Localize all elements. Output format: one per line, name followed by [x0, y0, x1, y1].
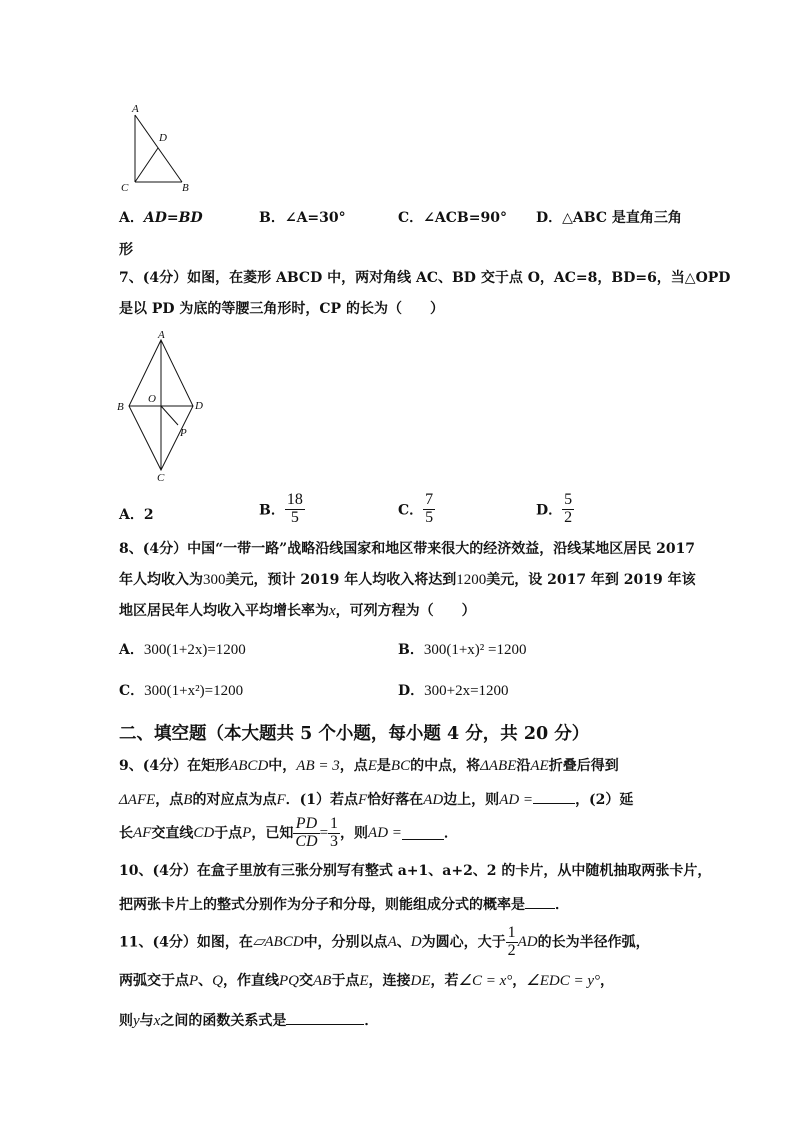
q9-answer-blank-2[interactable]: [402, 827, 444, 840]
q7-option-a: A．2: [119, 507, 154, 523]
q7-option-d: D． $\frac{5}{2}$: [536, 491, 573, 526]
q6-label-b: B: [182, 182, 189, 194]
q6-option-d-wrap: 形: [119, 242, 133, 258]
q7-label-a: A: [158, 330, 165, 341]
q6-option-b: B．∠A=30°: [259, 210, 346, 226]
q8-line1: 8、(4分）中国“一带一路”战略沿线国家和地区带来很大的经济效益，沿线某地区居民 2017: [119, 541, 696, 557]
q6-option-c: C．∠ACB=90°: [398, 210, 507, 226]
q9-answer-blank-1[interactable]: [533, 791, 575, 804]
q8-option-a: A．300(1+2x)=1200: [119, 642, 246, 658]
q7-label-o: O: [148, 393, 156, 405]
q11-answer-blank[interactable]: [286, 1012, 364, 1025]
q8-option-c: C．300(1+x²)=1200: [119, 683, 244, 699]
q6-option-a: A．AD=BD: [119, 210, 203, 226]
q6-label-a: A: [132, 103, 139, 115]
q11-line3: 则y与x之间的函数关系式是 ．: [119, 1013, 379, 1029]
q7-label-c: C: [157, 472, 165, 484]
q7-label-b: B: [117, 401, 124, 413]
q9-line1: 9、(4分）在矩形ABCD中，AB = 3，点E是BC的中点，将ΔABE沿AE折叠后得到: [119, 758, 619, 774]
q9-line2: ΔAFE，点B的对应点为点F．(1）若点F恰好落在AD边上，则AD = ，(2）延: [119, 792, 634, 808]
q7-line1: 7、(4分）如图，在菱形 ABCD 中，两对角线 AC、BD 交于点 O，AC=8，BD=6，当△OPD: [119, 270, 731, 286]
q6-triangle-figure: [115, 100, 205, 195]
q7-label-p: P: [180, 427, 187, 439]
section-fill-in-title: 二、填空题（本大题共 5 个小题，每小题 4 分，共 20 分）: [119, 724, 590, 744]
q6-option-d: D．△ABC 是直角三角: [536, 210, 682, 226]
q10-line2: 把两张卡片上的整式分别作为分子和分母，则能组成分式的概率是 ．: [119, 897, 569, 913]
q11-line1: 11、(4分）如图，在▱ABCD中，分别以点A、D为圆心，大于 $\frac{1}{2}$ AD的长为半径作弧，: [119, 924, 650, 959]
q6-label-c: C: [121, 182, 129, 194]
q6-label-d: D: [159, 132, 167, 144]
q7-label-d: D: [195, 400, 203, 412]
q8-line2: 年人均收入为300美元，预计 2019 年人均收入将达到1200美元，设 2017 年到 2019 年该: [119, 572, 696, 588]
q8-option-b: B．300(1+x)² =1200: [398, 642, 527, 658]
q7-option-b: B． $\frac{18}{5}$: [259, 491, 303, 526]
q7-option-c: C． $\frac{7}{5}$: [398, 491, 434, 526]
q7-line2: 是以 PD 为底的等腰三角形时，CP 的长为（ ）: [119, 301, 444, 317]
q7-rhombus-figure: [112, 330, 212, 485]
q10-answer-blank[interactable]: [525, 896, 555, 909]
q11-line2: 两弧交于点P、Q，作直线PQ交AB于点E，连接DE，若∠C = x°，∠EDC = y°，: [119, 973, 614, 989]
q8-line3: 地区居民年人均收入平均增长率为x，可列方程为（ ）: [119, 603, 476, 619]
q9-line3: 长AF交直线CD于点P，已知 $\frac{PD}{CD}$ = $\frac{1}{3}$ ，则AD = ．: [119, 815, 458, 850]
q8-option-d: D．300+2x=1200: [398, 683, 509, 699]
q10-line1: 10、(4分）在盒子里放有三张分别写有整式 a+1、a+2、2 的卡片，从中随机抽取两张卡片，: [119, 863, 712, 879]
